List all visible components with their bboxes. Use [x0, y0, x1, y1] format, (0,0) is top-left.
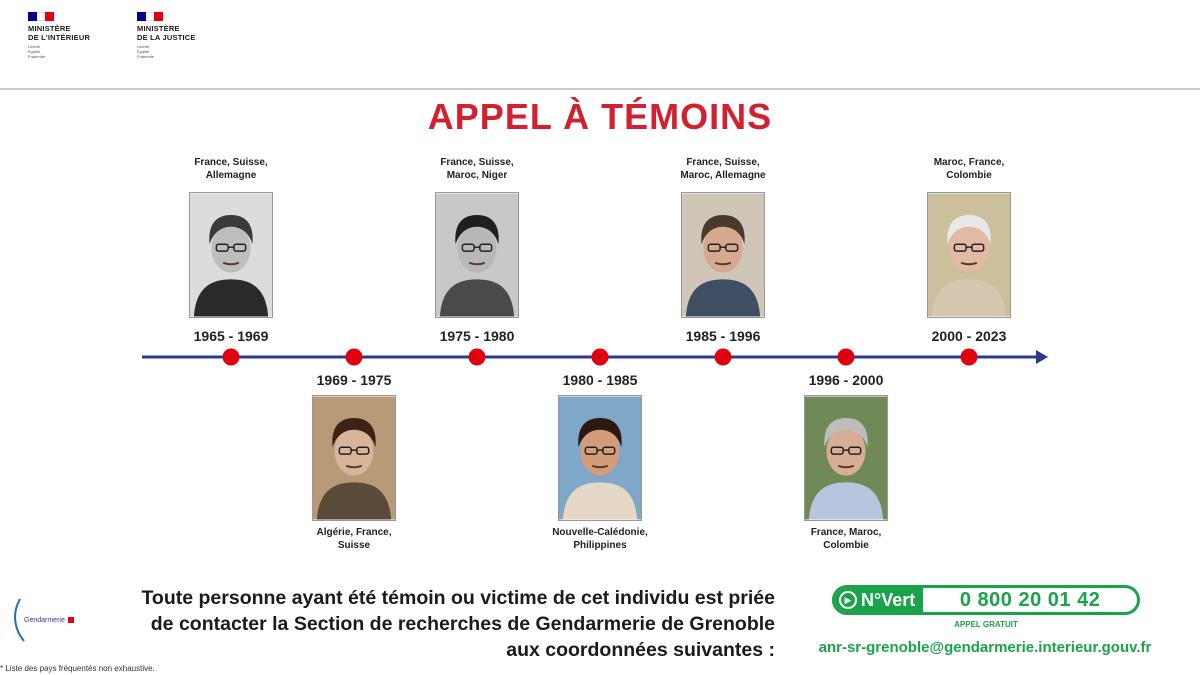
footnote: * Liste des pays fréquentés non exhaustive. — [0, 664, 155, 673]
contact-email[interactable]: anr-sr-grenoble@gendarmerie.interieur.gouv.fr — [818, 639, 1152, 656]
numero-vert-label: N°Vert — [861, 589, 916, 610]
period-label: 1969 - 1975 — [316, 372, 392, 388]
french-flag-icon — [137, 12, 163, 21]
portrait-image — [313, 396, 395, 520]
timeline-entry — [648, 156, 798, 352]
portrait-photo — [189, 192, 273, 318]
timeline-entry — [156, 156, 306, 352]
ministere-justice-logo — [137, 12, 247, 59]
portrait-image — [682, 193, 764, 317]
republic-motto: Liberté Égalité Fraternité — [28, 44, 46, 59]
countries-label: Maroc, France, Colombie — [933, 157, 1005, 181]
ministry-name: MINISTÈRE DE LA JUSTICE — [137, 24, 196, 42]
countries-label: France, Suisse, Allemagne — [194, 157, 268, 181]
gendarmerie-logo-text: Gendarmerie — [24, 617, 65, 624]
period-label: 1985 - 1996 — [685, 328, 761, 344]
play-icon: ▶ — [839, 591, 857, 609]
timeline-entry — [525, 372, 675, 552]
countries-label: Nouvelle-Calédonie, Philippines — [552, 527, 648, 551]
numero-vert-label-block — [835, 588, 923, 612]
timeline-entry — [894, 156, 1044, 352]
timeline-dot — [592, 349, 609, 366]
period-label: 1980 - 1985 — [562, 372, 638, 388]
countries-label: France, Maroc, Colombie — [810, 527, 882, 551]
period-label: 2000 - 2023 — [931, 328, 1007, 344]
portrait-photo — [927, 192, 1011, 318]
portrait-photo — [312, 395, 396, 521]
ministry-name: MINISTÈRE DE L'INTÉRIEUR — [28, 24, 91, 42]
timeline-entry — [279, 372, 429, 552]
page-title: APPEL À TÉMOINS — [427, 96, 773, 137]
period-label: 1965 - 1969 — [193, 328, 269, 344]
portrait-image — [559, 396, 641, 520]
countries-label: France, Suisse, Maroc, Niger — [440, 157, 514, 181]
period-label: 1996 - 2000 — [808, 372, 884, 388]
french-flag-icon — [28, 12, 54, 21]
portrait-image — [928, 193, 1010, 317]
timeline-dot — [346, 349, 363, 366]
portrait-photo — [804, 395, 888, 521]
timeline-entry — [771, 372, 921, 552]
portrait-photo — [558, 395, 642, 521]
portrait-photo — [435, 192, 519, 318]
phone-number[interactable]: 0 800 20 01 42 — [959, 588, 1101, 611]
republic-motto: Liberté Égalité Fraternité — [137, 44, 155, 59]
portrait-photo — [681, 192, 765, 318]
portrait-image — [190, 193, 272, 317]
portrait-image — [805, 396, 887, 520]
ministere-interieur-logo — [28, 12, 138, 59]
header-divider — [0, 88, 1200, 90]
timeline-dot — [838, 349, 855, 366]
period-label: 1975 - 1980 — [439, 328, 515, 344]
timeline-entry — [402, 156, 552, 352]
appel-gratuit-label: APPEL GRATUIT — [954, 620, 1018, 629]
numero-vert-banner[interactable] — [832, 585, 1140, 615]
countries-label: France, Suisse, Maroc, Allemagne — [680, 157, 766, 181]
witness-call-message: Toute personne ayant été témoin ou victime de cet individu est priée de contacter la Section de recherches de Gendarmerie de Grenoble aux coordonnées suivantes : — [141, 587, 775, 661]
countries-label: Algérie, France, Suisse — [316, 527, 392, 551]
gendarmerie-logo — [10, 593, 80, 643]
portrait-image — [436, 193, 518, 317]
